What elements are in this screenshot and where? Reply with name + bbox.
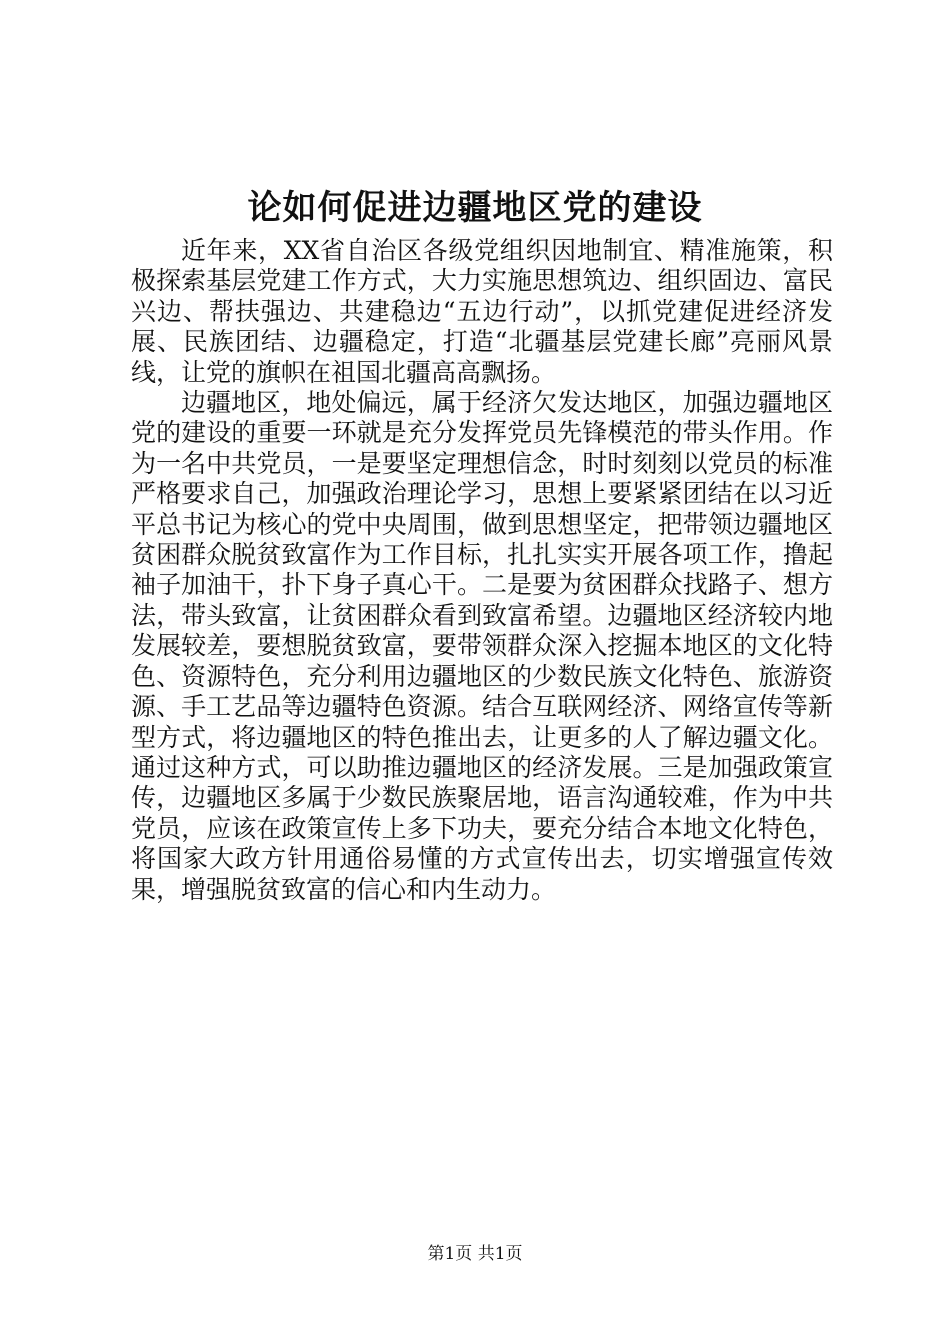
paragraph-2: 边疆地区，地处偏远，属于经济欠发达地区，加强边疆地区党的建设的重要一环就是充分发挥党员先锋模范的带头作用。作为一名中共党员，一是要坚定理想信念，时时刻刻以党员的标准严格要求自己，加强政治理论学习，思想上要紧紧团结在以习近平总书记为核心的党中央周围，做到思想坚定，把带领边疆地区贫困群众脱贫致富作为工作目标，扎扎实实开展各项工作，撸起袖子加油干，扑下身子真心干。二是要为贫困群众找路子、想方法，带头致富，让贫困群众看到致富希望。边疆地区经济较内地发展较差，要想脱贫致富，要带领群众深入挖掘本地区的文化特色、资源特色，充分利用边疆地区的少数民族文化特色、旅游资源、手工艺品等边疆特色资源。结合互联网经济、网络宣传等新型方式，将边疆地区的特色推出去，让更多的人了解边疆文化。通过这种方式，可以助推边疆地区的经济发展。三是加强政策宣传，边疆地区多属于少数民族聚居地，语言沟通较难，作为中共党员，应该在政策宣传上多下功夫，要充分结合本地文化特色，将国家大政方针用通俗易懂的方式宣传出去，切实增强宣传效果，增强脱贫致富的信心和内生动力。 xyxy=(131,388,833,904)
paragraph-1: 近年来，XX省自治区各级党组织因地制宜、精准施策，积极探索基层党建工作方式，大力实施思想筑边、组织固边、富民兴边、帮扶强边、共建稳边“五边行动”，以抓党建促进经济发展、民族团结、边疆稳定，打造“北疆基层党建长廊”亮丽风景线，让党的旗帜在祖国北疆高高飘扬。 xyxy=(131,236,833,387)
document-title: 论如何促进边疆地区党的建设 xyxy=(247,188,703,228)
document-body xyxy=(131,236,833,905)
page-number-footer: 第1页 共1页 xyxy=(427,1244,523,1264)
